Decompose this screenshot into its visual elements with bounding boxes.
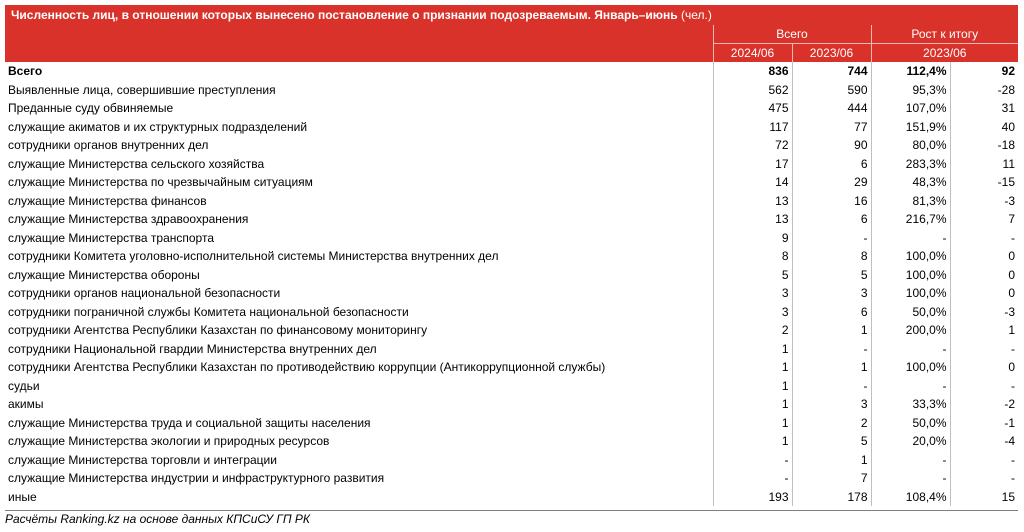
cell-pct: - [871,469,950,488]
cell-2023: 90 [792,136,871,155]
cell-2024: - [713,451,792,470]
table-row [5,358,1018,377]
cell-pct: 100,0% [871,266,950,285]
header-growth-base: 2023/06 [871,44,1018,63]
table-row [5,340,1018,359]
cell-2024: 193 [713,488,792,507]
table-row [5,284,1018,303]
cell-pct: - [871,451,950,470]
cell-pct: 20,0% [871,432,950,451]
header-growth-group: Рост к итогу [871,25,1018,44]
header-total-group: Всего [713,25,871,44]
cell-pct: - [871,340,950,359]
cell-diff: 40 [950,118,1018,137]
cell-2024: 14 [713,173,792,192]
cell-diff: - [950,229,1018,248]
cell-diff: 0 [950,247,1018,266]
cell-2024: 2 [713,321,792,340]
table-row [5,414,1018,433]
row-label: сотрудники пограничной службы Комитета национальной безопасности [8,304,409,319]
source-note: Расчёты Ranking.kz на основе данных КПСиСУ ГП РК [5,512,311,526]
cell-2024: 5 [713,266,792,285]
row-label: сотрудники Агентства Республики Казахстан по финансовому мониторингу [8,323,428,337]
cell-diff: -18 [950,136,1018,155]
cell-pct: 81,3% [871,192,950,211]
table-row [5,210,1018,229]
cell-2023: 3 [792,284,871,303]
cell-2023: 178 [792,488,871,507]
table-row [5,118,1018,137]
table-row [5,99,1018,118]
row-label: Преданные суду обвиняемые [8,101,174,115]
cell-2023: - [792,340,871,359]
cell-diff: - [950,451,1018,470]
cell-pct: 33,3% [871,395,950,414]
cell-2024: 17 [713,155,792,174]
cell-2024: 8 [713,247,792,266]
table-row [5,303,1018,322]
cell-pct: 50,0% [871,303,950,322]
cell-2024: 117 [713,118,792,137]
cell-pct: 108,4% [871,488,950,507]
row-label: служащие Министерства транспорта [8,230,214,245]
cell-2024: 1 [713,377,792,396]
table-row [5,229,1018,248]
cell-diff: -2 [950,395,1018,414]
cell-2023: 29 [792,173,871,192]
header-col-2023: 2023/06 [792,44,871,63]
table-row [5,451,1018,470]
cell-2023: - [792,229,871,248]
cell-2023: 77 [792,118,871,137]
table-row [5,266,1018,285]
cell-2024: 72 [713,136,792,155]
table-title [5,5,1018,25]
table-row [5,488,1018,507]
row-label: сотрудники органов национальной безопасности [8,286,281,300]
cell-diff: - [950,340,1018,359]
table-title-unit: (чел.) [681,8,712,22]
cell-2023: 744 [792,62,871,81]
cell-2024: 562 [713,81,792,100]
header-col-2024: 2024/06 [713,44,792,63]
row-label: служащие Министерства здравоохранения [8,212,249,226]
row-label: сотрудники Национальной гвардии Министерства внутренних дел [8,341,377,356]
cell-pct: 216,7% [871,210,950,229]
cell-pct: 151,9% [871,118,950,137]
table-row [5,136,1018,155]
cell-2023: 3 [792,395,871,414]
cell-diff: -28 [950,81,1018,100]
cell-diff: - [950,377,1018,396]
cell-2023: 16 [792,192,871,211]
cell-diff: 0 [950,284,1018,303]
cell-pct: 80,0% [871,136,950,155]
cell-diff: 7 [950,210,1018,229]
cell-2023: 444 [792,99,871,118]
cell-2024: 836 [713,62,792,81]
cell-diff: -4 [950,432,1018,451]
cell-diff: 11 [950,155,1018,174]
cell-2024: 1 [713,432,792,451]
table-row [5,173,1018,192]
header-label-cell [5,25,713,62]
table-row-total [5,62,1018,81]
cell-pct: 95,3% [871,81,950,100]
cell-2023: 1 [792,358,871,377]
cell-pct: 112,4% [871,62,950,81]
cell-2024: 475 [713,99,792,118]
cell-2023: 1 [792,321,871,340]
table-row [5,432,1018,451]
cell-2024: 1 [713,358,792,377]
cell-diff: -3 [950,192,1018,211]
row-label: сотрудники органов внутренних дел [8,138,209,152]
cell-diff: 15 [950,488,1018,507]
table-row [5,247,1018,266]
cell-pct: 100,0% [871,247,950,266]
cell-2024: 13 [713,210,792,229]
row-label: служащие Министерства торговли и интеграции [8,452,277,467]
row-label: служащие Министерства сельского хозяйства [8,156,265,171]
cell-2024: 1 [713,340,792,359]
row-label: служащие Министерства по чрезвычайным ситуациям [8,175,313,189]
stats-table [5,25,1018,506]
cell-diff: -15 [950,173,1018,192]
row-label: служащие акиматов и их структурных подразделений [8,119,308,134]
row-label: иные [8,489,37,504]
row-label: акимы [8,397,44,411]
cell-2023: 5 [792,266,871,285]
cell-2023: 8 [792,247,871,266]
row-label: служащие Министерства экологии и природных ресурсов [8,434,330,448]
table-row [5,321,1018,340]
cell-2024: 3 [713,303,792,322]
cell-2023: 7 [792,469,871,488]
cell-diff: 0 [950,358,1018,377]
cell-pct: 50,0% [871,414,950,433]
row-label: служащие Министерства индустрии и инфраструктурного развития [8,471,385,485]
cell-2023: 2 [792,414,871,433]
cell-diff: 92 [950,62,1018,81]
cell-pct: 107,0% [871,99,950,118]
cell-pct: 100,0% [871,358,950,377]
cell-diff: -3 [950,303,1018,322]
row-label: сотрудники Комитета уголовно-исполнительной системы Министерства внутренних дел [8,249,499,263]
table-row [5,155,1018,174]
cell-2024: 3 [713,284,792,303]
cell-pct: - [871,229,950,248]
cell-2024: 9 [713,229,792,248]
cell-2024: 1 [713,414,792,433]
cell-2023: 5 [792,432,871,451]
cell-diff: -1 [950,414,1018,433]
row-label: судьи [8,378,40,393]
cell-pct: 200,0% [871,321,950,340]
table-row [5,469,1018,488]
row-label: Всего [8,64,43,78]
cell-diff: 1 [950,321,1018,340]
cell-diff: 31 [950,99,1018,118]
header-row-groups [5,25,1018,44]
cell-2023: 6 [792,155,871,174]
cell-pct: - [871,377,950,396]
cell-pct: 48,3% [871,173,950,192]
row-label: служащие Министерства обороны [8,267,200,282]
row-label: служащие Министерства финансов [8,193,207,208]
cell-2023: 6 [792,210,871,229]
cell-pct: 100,0% [871,284,950,303]
row-label: служащие Министерства труда и социальной защиты населения [8,415,371,430]
table-title-text: Численность лиц, в отношении которых вынесено постановление о признании подозреваемым. Январь–июнь [11,8,678,22]
cell-2024: - [713,469,792,488]
table-row [5,192,1018,211]
cell-2023: 590 [792,81,871,100]
table-row [5,377,1018,396]
table-row [5,395,1018,414]
table-row [5,81,1018,100]
cell-2023: 6 [792,303,871,322]
row-label: Выявленные лица, совершившие преступления [8,82,276,97]
cell-2023: - [792,377,871,396]
cell-2024: 1 [713,395,792,414]
cell-diff: 0 [950,266,1018,285]
cell-2023: 1 [792,451,871,470]
cell-2024: 13 [713,192,792,211]
cell-diff: - [950,469,1018,488]
table-bottom-rule [5,510,1018,511]
row-label: сотрудники Агентства Республики Казахстан по противодействию коррупции (Антикоррупционной службы) [8,360,606,374]
cell-pct: 283,3% [871,155,950,174]
